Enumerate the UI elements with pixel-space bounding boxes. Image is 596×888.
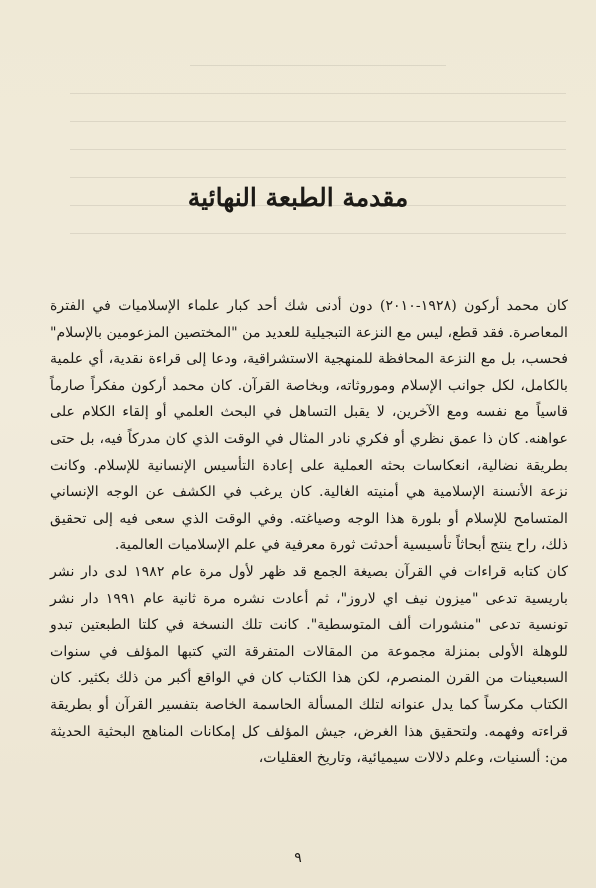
body-text: [50, 293, 568, 772]
page-number: ٩: [294, 850, 302, 866]
page-heading: مقدمة الطبعة النهائية: [187, 183, 409, 212]
paragraph-2: كان كتابه قراءات في القرآن بصيغة الجمع قد ظهر لأول مرة عام ١٩٨٢ لدى دار نشر باريسية تدعى "ميزون نيف اي لاروز"، ثم أعادت نشره مرة ثانية عام ١٩٩١ دار نشر تونسية تدعى "منشورات ألف المتوسطية". كانت تلك النسخة في كلتا الطبعتين تبدو للوهلة الأولى بمنزلة مجموعة من المقالات المتفرقة التي كتبها المؤلف في سنوات السبعينات من القرن المنصرم، لكن هذا الكتاب كان في الواقع أكبر من ذلك بكثير. كان الكتاب مكرساً كما يدل عنوانه لتلك المسألة الحاسمة الخاصة بتفسير القرآن أو بطريقة قراءته وفهمه. ولتحقيق هذا الغرض، جيش المؤلف كل إمكانات المناهج البحثية الحديثة من: ألسنيات، وعلم دلالات سيميائية، وتاريخ العقليات،: [50, 563, 568, 767]
bleed-through-texture: [70, 38, 566, 268]
paragraph-1: كان محمد أركون (١٩٢٨-٢٠١٠) دون أدنى شك أحد كبار علماء الإسلاميات في الفترة المعاصرة. فقد قطع، ليس مع النزعة التبجيلية للعديد من "المختصين المزعومين بالإسلام" فحسب، بل مع النزعة المحافظة للمنهجية الاستشراقية، ودعا إلى قراءة نقدية، أي علمية بالكامل، لكل جوانب الإسلام وموروثاته، وبخاصة القرآن. كان محمد أركون مفكراً صارماً قاسياً مع نفسه ومع الآخرين، لا يقبل التساهل في البحث العلمي أو إلقاء الكلام على عواهنه. كان ذا عمق نظري أو فكري نادر المثال في الوقت الذي كان مدركاً فيه، بل حتى بطريقة نضالية، انعكاسات بحثه العملية على إعادة التأسيس الإنسانية للإسلام. وكانت نزعة الأنسنة الإسلامية هي أمنيته الغالية. كان يرغب في الكشف عن الوجه الإنساني المتسامح للإسلام أو بلورة هذا الوجه وصياغته. وفي الوقت الذي سعى فيه إلى تحقيق ذلك، راح ينتج أبحاثاً تأسيسية أحدثت ثورة معرفية في علم الإسلاميات العالمية.: [50, 298, 568, 554]
